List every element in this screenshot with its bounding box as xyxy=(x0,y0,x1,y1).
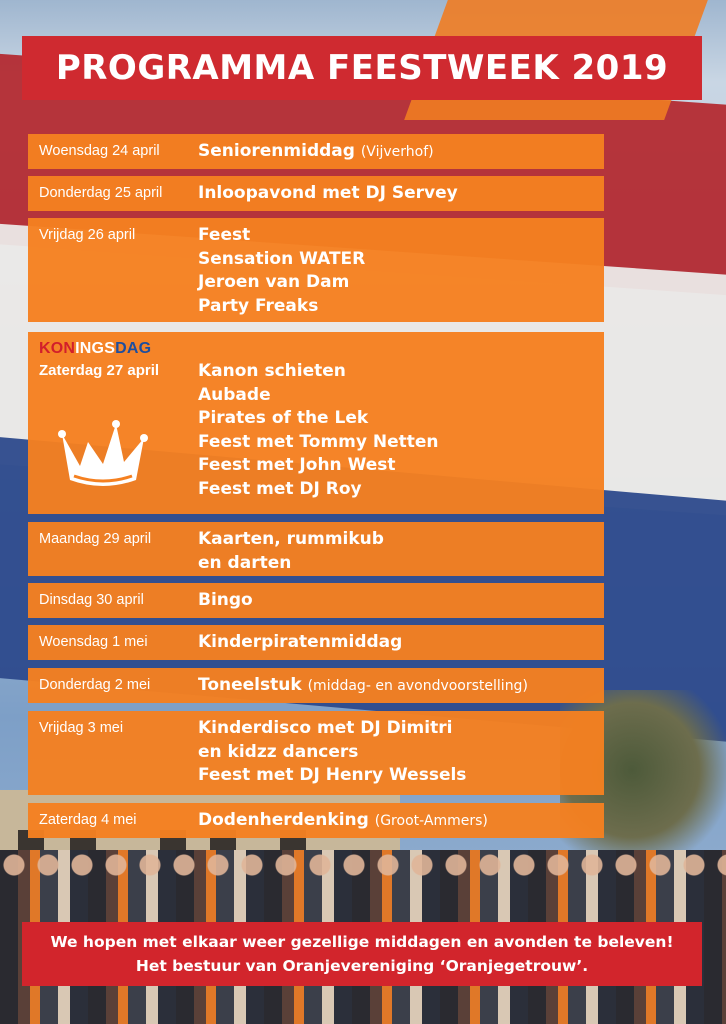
schedule-day: Dinsdag 30 april xyxy=(39,592,144,608)
schedule-day: Woensdag 1 mei xyxy=(39,634,148,650)
schedule-day: Donderdag 25 april xyxy=(39,185,163,201)
schedule-row xyxy=(28,668,604,703)
event: Inloopavond met DJ Servey xyxy=(198,183,458,203)
koningsdag-logo: KONINGSDAG xyxy=(39,340,152,357)
event: Dodenherdenking xyxy=(198,810,369,830)
schedule-row xyxy=(28,134,604,169)
event: Kinderdisco met DJ Dimitri xyxy=(198,718,453,738)
schedule-row xyxy=(28,625,604,660)
schedule-day: Woensdag 24 april xyxy=(39,143,160,159)
schedule-row xyxy=(28,522,604,576)
event-note: (Groot-Ammers) xyxy=(374,813,488,829)
schedule-day: Zaterdag 27 april xyxy=(39,362,160,379)
event: Jeroen van Dam xyxy=(198,272,350,292)
schedule-row xyxy=(28,176,604,211)
event: Feest met DJ Henry Wessels xyxy=(198,765,467,785)
schedule-day: Maandag 29 april xyxy=(39,531,152,547)
poster-title: PROGRAMMA FEESTWEEK 2019 xyxy=(22,36,702,100)
event: Feest met John West xyxy=(198,455,396,475)
schedule-row-koningsdag xyxy=(28,332,604,514)
footer-line-1: We hopen met elkaar weer gezellige middagen en avonden te beleven! xyxy=(50,933,674,951)
event: Feest met Tommy Netten xyxy=(198,431,439,452)
event: Feest xyxy=(198,225,251,245)
crown-icon xyxy=(58,420,148,496)
event: Toneelstuk xyxy=(198,675,302,695)
event: en kidzz dancers xyxy=(198,741,359,762)
event: Kaarten, rummikub xyxy=(198,529,384,549)
footer-line-2: Het bestuur van Oranjevereniging ‘Oranjegetrouw’. xyxy=(135,957,589,975)
schedule-row xyxy=(28,583,604,618)
schedule-day: Donderdag 2 mei xyxy=(39,677,151,693)
event-note: (Vijverhof) xyxy=(360,144,434,160)
event: Kinderpiratenmiddag xyxy=(198,632,403,652)
footer-banner xyxy=(22,922,702,986)
schedule-day: Vrijdag 26 april xyxy=(39,227,136,243)
schedule-row xyxy=(28,803,604,838)
event: Feest met DJ Roy xyxy=(198,478,362,499)
event: Pirates of the Lek xyxy=(198,408,369,428)
event: Seniorenmiddag xyxy=(198,141,355,161)
event: Kanon schieten xyxy=(198,361,346,381)
event: Aubade xyxy=(198,384,271,405)
event: Sensation WATER xyxy=(198,248,366,269)
schedule-day: Vrijdag 3 mei xyxy=(39,720,124,736)
event-note: (middag- en avondvoorstelling) xyxy=(307,678,528,694)
event: Party Freaks xyxy=(198,295,319,316)
crowd-heads xyxy=(0,845,726,885)
schedule-row xyxy=(28,218,604,322)
event: en darten xyxy=(198,552,292,573)
event: Bingo xyxy=(198,590,253,610)
schedule-day: Zaterdag 4 mei xyxy=(39,812,137,828)
schedule-row xyxy=(28,711,604,795)
